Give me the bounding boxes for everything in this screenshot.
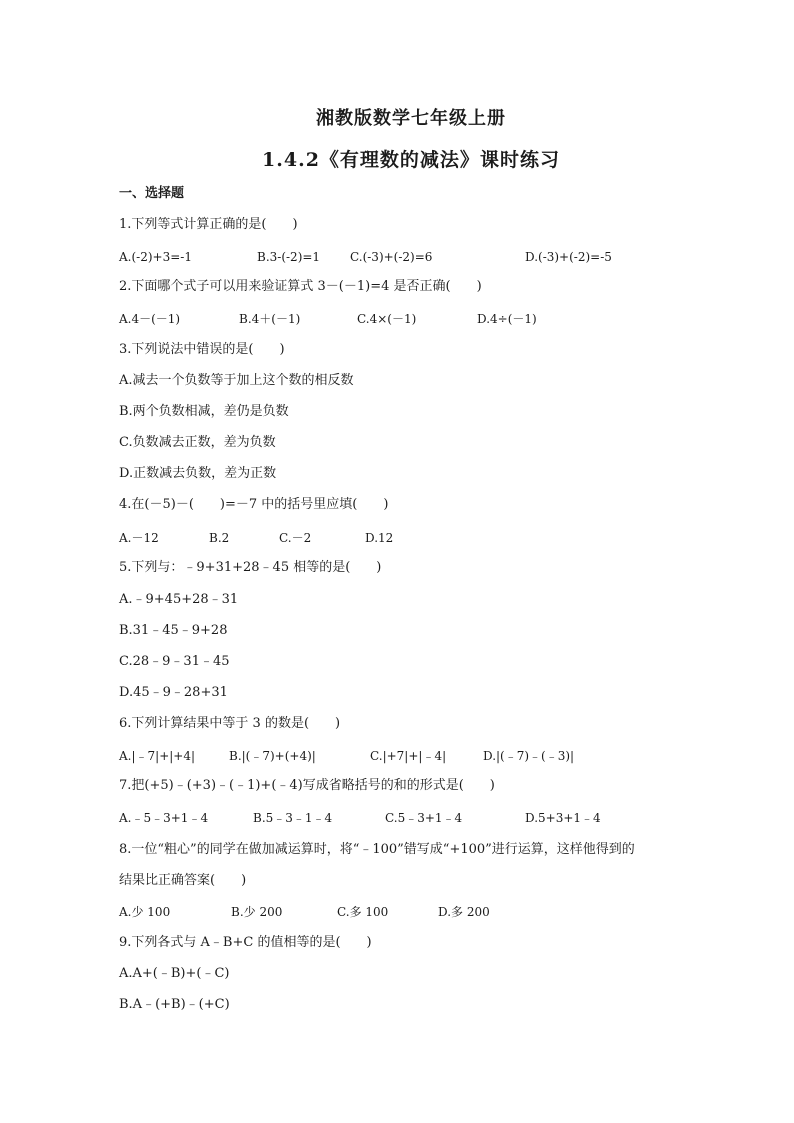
question-8-stem: 8.一位“粗心”的同学在做加减运算时，将“﹣100”错写成“+100”进行运算，这样他得到的	[119, 842, 635, 857]
question-8-options	[119, 904, 679, 920]
question-7-options	[119, 810, 679, 826]
question-1-option-c: C.(-3)+(-2)=6	[350, 250, 433, 264]
question-6-option-d: D.|(﹣7)﹣(﹣3)|	[483, 749, 575, 763]
section-heading: 一、选择题	[119, 186, 185, 201]
question-5-option-b: B.31﹣45﹣9+28	[119, 623, 228, 638]
question-4-option-a: A.－12	[119, 531, 159, 545]
question-2-stem: 2.下面哪个式子可以用来验证算式 3－(－1)=4 是否正确( )	[119, 279, 482, 294]
question-8-option-d: D.多 200	[438, 905, 490, 919]
question-7-option-c: C.5﹣3+1﹣4	[385, 811, 463, 825]
question-7-option-d: D.5+3+1﹣4	[525, 811, 601, 825]
question-1-option-a: A.(-2)+3=-1	[119, 250, 192, 264]
question-8-option-a: A.少 100	[119, 905, 171, 919]
question-4-option-b: B.2	[209, 531, 230, 545]
question-5-option-d: D.45﹣9﹣28+31	[119, 685, 228, 700]
question-9-stem: 9.下列各式与 A﹣B+C 的值相等的是( )	[119, 935, 372, 950]
question-3-stem: 3.下列说法中错误的是( )	[119, 342, 285, 357]
document-title: 湘教版数学七年级上册	[316, 108, 506, 129]
question-5-option-c: C.28﹣9﹣31﹣45	[119, 654, 230, 669]
question-9-option-b: B.A﹣(+B)﹣(+C)	[119, 997, 230, 1012]
question-1-stem: 1.下列等式计算正确的是( )	[119, 217, 298, 232]
question-6-option-c: C.|+7|+|﹣4|	[370, 749, 447, 763]
question-8-stem-continued: 结果比正确答案( )	[119, 873, 247, 888]
question-3-option-c: C.负数减去正数，差为负数	[119, 435, 276, 450]
question-8-option-c: C.多 100	[337, 905, 389, 919]
question-2-option-b: B.4＋(－1)	[239, 312, 301, 326]
document-subtitle: 1.4.2《有理数的减法》课时练习	[262, 149, 560, 171]
question-1-options	[119, 249, 679, 265]
question-5-option-a: A.﹣9+45+28﹣31	[119, 592, 239, 607]
question-6-option-a: A.|﹣7|+|+4|	[119, 749, 196, 763]
question-2-option-c: C.4×(－1)	[357, 312, 417, 326]
question-6-options	[119, 748, 679, 764]
question-8-option-b: B.少 200	[231, 905, 283, 919]
question-2-options	[119, 311, 679, 327]
question-7-option-a: A.﹣5﹣3+1﹣4	[119, 811, 209, 825]
question-4-option-c: C.－2	[279, 531, 312, 545]
question-5-stem: 5.下列与：﹣9+31+28﹣45 相等的是( )	[119, 560, 382, 575]
question-3-option-d: D.正数减去负数，差为正数	[119, 466, 277, 481]
question-4-options	[119, 530, 679, 546]
question-9-option-a: A.A+(﹣B)+(﹣C)	[119, 966, 230, 981]
question-4-option-d: D.12	[365, 531, 394, 545]
question-6-stem: 6.下列计算结果中等于 3 的数是( )	[119, 716, 341, 731]
question-7-stem: 7.把(+5)﹣(+3)﹣(﹣1)+(﹣4)写成省略括号的和的形式是( )	[119, 778, 495, 793]
question-1-option-d: D.(-3)+(-2)=-5	[525, 250, 612, 264]
question-3-option-a: A.减去一个负数等于加上这个数的相反数	[119, 373, 354, 388]
question-7-option-b: B.5﹣3﹣1﹣4	[253, 811, 333, 825]
question-4-stem: 4.在(－5)－( )=－7 中的括号里应填( )	[119, 497, 389, 512]
question-6-option-b: B.|(﹣7)+(+4)|	[229, 749, 316, 763]
question-1-option-b: B.3-(-2)=1	[257, 250, 321, 264]
question-3-option-b: B.两个负数相减，差仍是负数	[119, 404, 289, 419]
question-2-option-a: A.4－(－1)	[119, 312, 181, 326]
question-2-option-d: D.4÷(－1)	[477, 312, 537, 326]
